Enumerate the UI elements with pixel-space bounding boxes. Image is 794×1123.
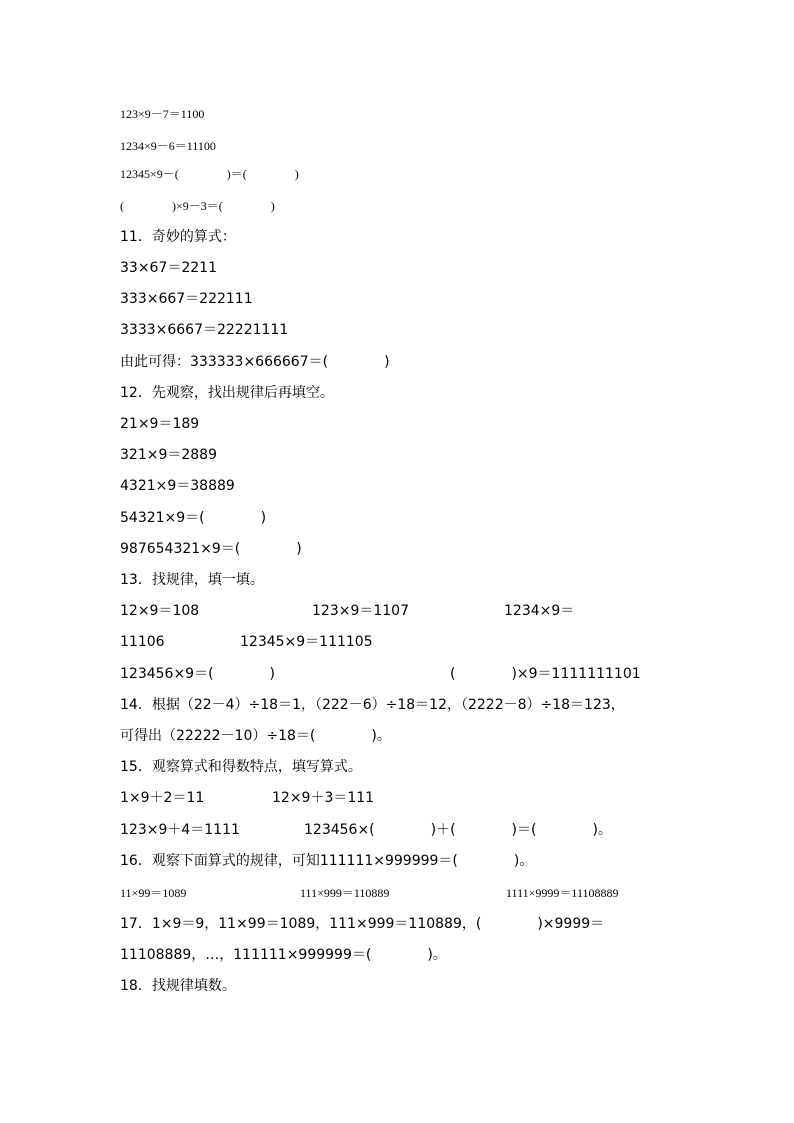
equation-line: 由此可得：333333×666667＝( ) bbox=[120, 354, 390, 370]
equation-segment: 123×9＝1107 bbox=[312, 603, 409, 619]
equation-segment: 12×9＋3＝111 bbox=[272, 790, 375, 806]
equation-line: 333×667＝222111 bbox=[120, 291, 253, 307]
question-11-title: 11．奇妙的算式： bbox=[120, 229, 236, 245]
equation-line: ( )×9－3＝( ) bbox=[120, 199, 275, 213]
question-14-line: 可得出（22222－10）÷18＝( )。 bbox=[120, 728, 391, 744]
equation-line: 12345×9－( )＝( ) bbox=[120, 167, 299, 181]
equation-segment: 123456×9＝( ) bbox=[120, 666, 276, 682]
equation-line: 123×9－7＝1100 bbox=[120, 107, 205, 121]
question-14-line: 14．根据（22－4）÷18＝1，（222－6）÷18＝12，（2222－8）÷18＝123， bbox=[120, 697, 625, 713]
equation-segment: 1111×9999＝11108889 bbox=[506, 886, 619, 900]
equation-line: 3333×6667＝22221111 bbox=[120, 322, 289, 338]
equation-line: 4321×9＝38889 bbox=[120, 478, 235, 494]
equation-line: 321×9＝2889 bbox=[120, 447, 217, 463]
question-15-title: 15．观察算式和得数特点，填写算式。 bbox=[120, 759, 362, 775]
equation-segment: 12×9＝108 bbox=[120, 603, 200, 619]
equation-line: 21×9＝189 bbox=[120, 416, 200, 432]
equation-segment: 1234×9＝ bbox=[504, 603, 575, 619]
equation-segment: 123×9＋4＝1111 bbox=[120, 822, 240, 838]
question-16-title: 16．观察下面算式的规律，可知111111×999999＝( )。 bbox=[120, 853, 534, 869]
equation-line: 1234×9－6＝11100 bbox=[120, 139, 216, 153]
equation-segment: 11106 bbox=[120, 634, 165, 650]
equation-segment: 1×9＋2＝11 bbox=[120, 790, 205, 806]
equation-segment: 123456×( )＋( )＝( )。 bbox=[304, 822, 612, 838]
equation-segment: ( )×9＝1111111101 bbox=[450, 666, 641, 682]
question-12-title: 12．先观察，找出规律后再填空。 bbox=[120, 385, 334, 401]
question-13-title: 13．找规律，填一填。 bbox=[120, 572, 264, 588]
equation-segment: 12345×9＝111105 bbox=[240, 634, 373, 650]
equation-line: 54321×9＝( ) bbox=[120, 510, 267, 526]
question-17-line: 17．1×9＝9，11×99＝1089，111×999＝110889，( )×9999＝ bbox=[120, 916, 605, 932]
question-17-line: 11108889，…，111111×999999＝( )。 bbox=[120, 947, 447, 963]
equation-segment: 11×99＝1089 bbox=[120, 886, 187, 900]
equation-line: 987654321×9＝( ) bbox=[120, 541, 302, 557]
question-18-title: 18．找规律填数。 bbox=[120, 978, 236, 994]
equation-segment: 111×999＝110889 bbox=[300, 886, 390, 900]
equation-line: 33×67＝2211 bbox=[120, 260, 217, 276]
